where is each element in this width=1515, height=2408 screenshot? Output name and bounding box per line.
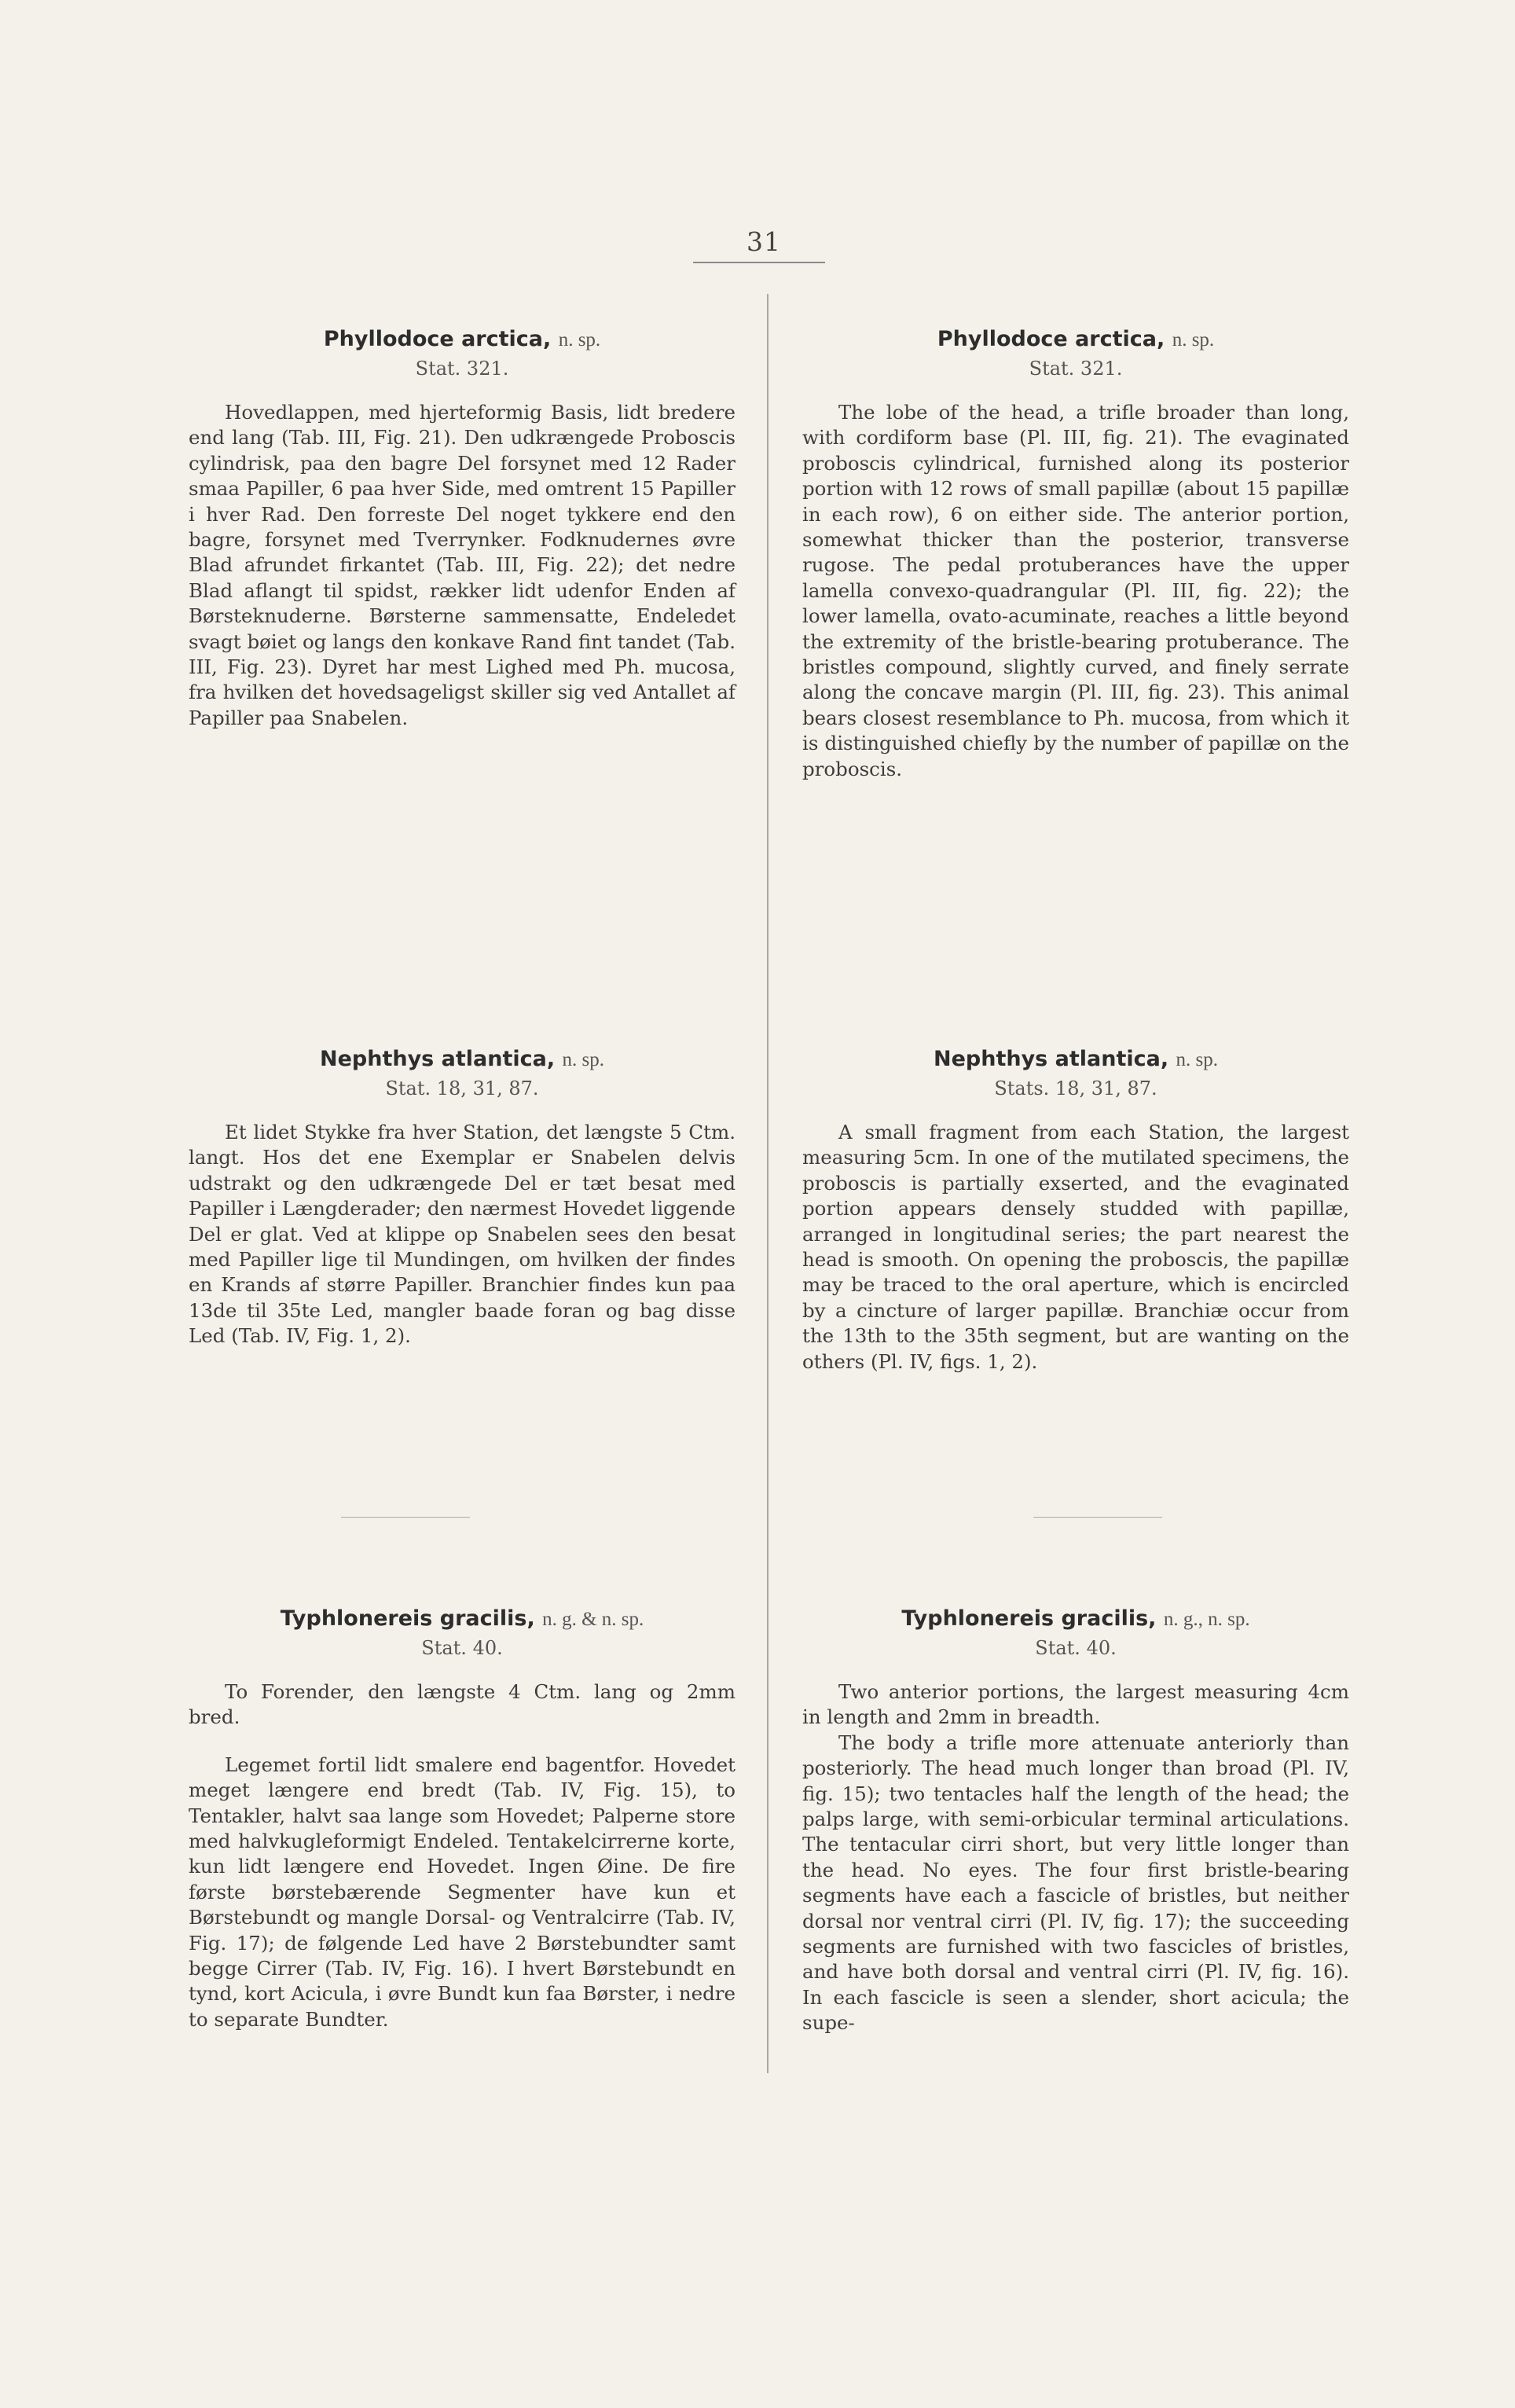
section-typhlonereis-danish — [189, 1605, 735, 2032]
body-paragraph: A small fragment from each Station, the largest measuring 5cm. In one of the mutilated specimens, the proboscis is partially exserted, and the evaginated portion appears densely studded with papillæ, arranged in longitudinal series; the part nearest the head is smooth. On opening the proboscis, the papillæ may be traced to the oral aperture, which is encircled by a cincture of larger papillæ. Branchiæ occur from the 13th to the 35th segment, but are wanting on the others (Pl. IV, figs. 1, 2). — [802, 1121, 1349, 1373]
species-name: Phyllodoce arctica, — [323, 327, 552, 351]
species-authority: n. sp. — [562, 1049, 604, 1070]
species-authority: n. sp. — [1172, 329, 1215, 351]
station-label: Stat. 40. — [421, 1637, 503, 1659]
station-label: Stat. 40. — [1035, 1637, 1117, 1659]
species-authority: n. g., n. sp. — [1163, 1609, 1250, 1630]
body-paragraph: The body a trifle more attenuate anteriorly than posteriorly. The head much longer than broad (Pl. IV, fig. 15); two tentacles half the length of the head; the palps large, with semi-orbicular terminal articulations. The tentacular cirri short, but very little longer than the head. No eyes. The four first bristle-bearing segments have each a fascicle of bristles, but neither dorsal nor ventral cirri (Pl. IV, fig. 17); the succeeding segments are furnished with two fascicles of bristles, and have both dorsal and ventral cirri (Pl. IV, fig. 16). In each fascicle is seen a slender, short acicula; the supe- — [802, 1731, 1349, 2035]
species-title — [802, 1605, 1349, 1634]
station-label: Stat. 321. — [415, 358, 509, 380]
station-label: Stat. 321. — [1029, 358, 1123, 380]
species-title — [802, 1045, 1349, 1074]
species-title — [189, 1045, 735, 1074]
section-phyllodoce-danish — [189, 325, 735, 731]
body-paragraph: Et lidet Stykke fra hver Station, det længste 5 Ctm. langt. Hos det ene Exemplar er Snabelen delvis udstrakt og den udkrængede Del er tæt besat med Papiller i Længderader; den nærmest Hovedet liggende Del er glat. Ved at klippe op Snabelen sees den besat med Papiller lige til Mundingen, om hvilken der findes en Krands af større Papiller. Branchier findes kun paa 13de til 35te Led, mangler baade foran og bag disse Led (Tab. IV, Fig. 1, 2). — [189, 1121, 735, 1348]
species-name: Nephthys atlantica, — [933, 1047, 1169, 1071]
species-authority: n. g. & n. sp. — [542, 1609, 644, 1630]
species-authority: n. sp. — [1176, 1049, 1218, 1070]
section-phyllodoce-english — [802, 325, 1349, 782]
section-separator-right — [1033, 1517, 1162, 1518]
species-title — [802, 325, 1349, 354]
section-nephthys-danish — [189, 1045, 735, 1349]
section-separator-left — [341, 1517, 470, 1518]
species-name: Phyllodoce arctica, — [937, 327, 1165, 351]
section-typhlonereis-english — [802, 1605, 1349, 2036]
body-paragraph: Hovedlappen, med hjerteformig Basis, lidt bredere end lang (Tab. III, Fig. 21). Den udkrængede Proboscis cylindrisk, paa den bagre Del forsynet med 12 Rader smaa Papiller, 6 paa hver Side, med omtrent 15 Papiller i hver Rad. Den forreste Del noget tykkere end den bagre, forsynet med Tverrynker. Fodknudernes øvre Blad afrundet firkantet (Tab. III, Fig. 22); det nedre Blad aflangt til spidst, rækker lidt udenfor Enden af Børsteknuderne. Børsterne sammensatte, Endeledet svagt bøiet og langs den konkave Rand fint tandet (Tab. III, Fig. 23). Dyret har mest Lighed med Ph. mucosa, fra hvilken det hovedsageligst skiller sig ved Antallet af Papiller paa Snabelen. — [189, 401, 735, 729]
species-title — [189, 325, 735, 354]
column-divider — [767, 294, 769, 2073]
station-label: Stats. 18, 31, 87. — [994, 1077, 1157, 1099]
body-paragraph: The lobe of the head, a trifle broader than long, with cordiform base (Pl. III, fig. 21). The evaginated proboscis cylindrical, furnished along its posterior portion with 12 rows of small papillæ (about 15 papillæ in each row), 6 on either side. The anterior portion, somewhat thicker than the posterior, transverse rugose. The pedal protuberances have the upper lamella convexo-quadrangular (Pl. III, fig. 22); the lower lamella, ovato-acuminate, reaches a little beyond the extremity of the bristle-bearing protuberance. The bristles compound, slightly curved, and finely serrate along the concave margin (Pl. III, fig. 23). This animal bears closest resemblance to Ph. mucosa, from which it is distinguished chiefly by the number of papillæ on the proboscis. — [802, 401, 1349, 780]
body-paragraph: Legemet fortil lidt smalere end bagentfor. Hovedet meget længere end bredt (Tab. IV, Fig. 15), to Tentakler, halvt saa lange som Hovedet; Palperne store med halvkugleformigt Endeled. Tentakelcirrerne korte, kun lidt længere end Hovedet. Ingen Øine. De fire første børstebærende Segmenter have kun et Børstebundt og mangle Dorsal- og Ventralcirre (Tab. IV, Fig. 17); de følgende Led have 2 Børstebundter samt begge Cirrer (Tab. IV, Fig. 16). I hvert Børstebundt en tynd, kort Acicula, i øvre Bundt kun faa Børster, i nedre to separate Bundter. — [189, 1753, 735, 2031]
body-paragraph: To Forender, den længste 4 Ctm. lang og 2mm bred. — [189, 1680, 735, 1729]
species-name: Nephthys atlantica, — [319, 1047, 556, 1071]
species-title — [189, 1605, 735, 1634]
section-nephthys-english — [802, 1045, 1349, 1375]
species-authority: n. sp. — [558, 329, 601, 351]
header-rule — [693, 262, 825, 263]
species-name: Typhlonereis gracilis, — [901, 1606, 1157, 1631]
body-paragraph: Two anterior portions, the largest measuring 4cm in length and 2mm in breadth. — [802, 1680, 1349, 1729]
page-number: 31 — [746, 226, 781, 257]
species-name: Typhlonereis gracilis, — [280, 1606, 535, 1631]
station-label: Stat. 18, 31, 87. — [385, 1077, 539, 1099]
